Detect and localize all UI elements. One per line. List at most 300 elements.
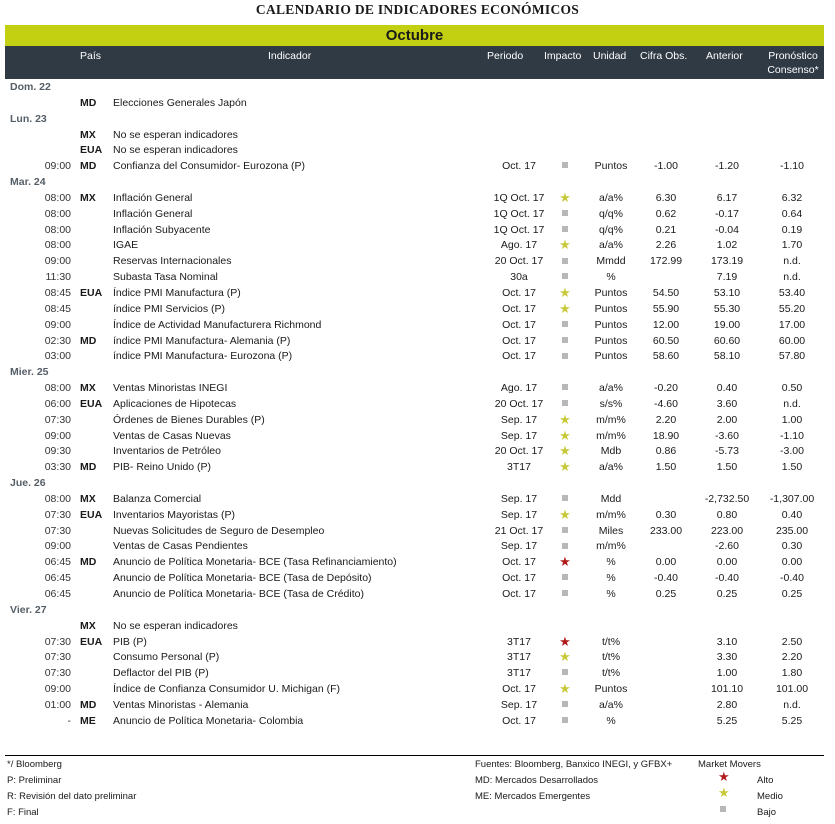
observed-cell: 233.00 — [649, 524, 683, 537]
indicator-cell: Ventas de Casas Nuevas — [113, 429, 231, 442]
observed-cell: -0.20 — [654, 382, 678, 395]
observed-cell: 0.86 — [655, 445, 677, 458]
impact-medium-star-icon: ★ — [559, 300, 571, 316]
time-cell: - — [67, 714, 71, 727]
time-cell: 08:00 — [44, 239, 71, 252]
indicator-cell: Confianza del Consumidor- Eurozona (P) — [113, 160, 306, 173]
indicator-cell: No se esperan indicadores — [113, 144, 238, 157]
period-cell: 21 Oct. 17 — [494, 524, 544, 537]
period-cell: Sep. 17 — [500, 492, 538, 505]
impact-low-square-icon — [546, 540, 584, 552]
indicator-cell: Inventarios de Petróleo — [113, 445, 221, 458]
indicator-cell: Ventas Minoristas INEGI — [113, 382, 228, 395]
country-cell: MD — [80, 698, 97, 711]
time-cell: 09:00 — [44, 540, 71, 553]
col-anterior: Anterior — [706, 50, 743, 62]
indicator-cell: índice PMI Manufactura- Alemania (P) — [113, 334, 291, 347]
period-cell: Oct. 17 — [502, 334, 536, 347]
time-cell: 07:30 — [44, 667, 71, 680]
day-header-row — [5, 175, 824, 191]
country-cell: MD — [80, 160, 97, 173]
time-cell: 08:00 — [44, 382, 71, 395]
previous-cell: -0.04 — [715, 223, 739, 236]
table-row — [5, 349, 824, 365]
impact-low-square-icon — [546, 572, 584, 584]
period-cell: Ago. 17 — [500, 382, 538, 395]
indicator-cell: Índice de Actividad Manufacturera Richmond — [113, 318, 322, 331]
consensus-cell: -0.40 — [780, 572, 804, 585]
unit-cell: t/t% — [601, 635, 621, 648]
period-cell: Sep. 17 — [500, 540, 538, 553]
consensus-cell: 101.00 — [775, 683, 809, 696]
country-cell: EUA — [80, 508, 103, 521]
country-cell: EUA — [80, 144, 103, 157]
unit-cell: Puntos — [594, 350, 628, 363]
period-cell: Oct. 17 — [502, 572, 536, 585]
observed-cell: 55.90 — [652, 302, 680, 315]
report-title: CALENDARIO DE INDICADORES ECONÓMICOS — [255, 2, 580, 17]
period-cell: 3T17 — [507, 461, 531, 474]
consensus-cell: n.d. — [783, 271, 801, 284]
time-cell: 09:30 — [44, 445, 71, 458]
impact-medium-star-icon: ★ — [559, 443, 571, 459]
unit-cell: Puntos — [594, 683, 628, 696]
time-cell: 09:00 — [44, 683, 71, 696]
table-row — [5, 698, 824, 714]
col-consenso-line2: Consenso* — [767, 64, 819, 76]
impact-medium-star-icon: ★ — [559, 459, 571, 475]
footnote-bloomberg: */ Bloomberg — [7, 759, 62, 770]
country-cell: MD — [80, 334, 97, 347]
country-cell: ME — [80, 714, 96, 727]
indicator-cell: Subasta Tasa Nominal — [113, 271, 218, 284]
unit-cell: a/a% — [599, 698, 623, 711]
previous-cell: -0.40 — [715, 572, 739, 585]
consensus-cell: 6.32 — [781, 191, 803, 204]
unit-cell: % — [606, 556, 616, 569]
indicator-cell: Inflación General — [113, 207, 193, 220]
consensus-cell: 1.80 — [781, 667, 803, 680]
table-row — [5, 191, 824, 207]
unit-cell: Puntos — [594, 302, 628, 315]
consensus-cell: 2.50 — [781, 635, 803, 648]
impact-low-square-icon — [546, 160, 584, 172]
col-periodo: Periodo — [487, 50, 524, 62]
previous-cell: -2,732.50 — [704, 492, 750, 505]
unit-cell: m/m% — [596, 413, 626, 426]
day-label: Dom. 22 — [10, 81, 51, 93]
impact-medium-star-icon: ★ — [559, 284, 571, 300]
time-cell: 08:45 — [44, 286, 71, 299]
period-cell: Sep. 17 — [500, 698, 538, 711]
period-cell: Oct. 17 — [502, 318, 536, 331]
indicator-cell: No se esperan indicadores — [113, 128, 238, 141]
unit-cell: Mmdd — [596, 255, 626, 268]
impact-medium-star-icon: ★ — [559, 189, 571, 205]
indicator-cell: Índice de Confianza Consumidor U. Michigan (F) — [113, 683, 341, 696]
previous-cell: 53.10 — [713, 286, 741, 299]
table-row — [5, 460, 824, 476]
time-cell: 06:45 — [44, 588, 71, 600]
country-cell: MD — [80, 461, 97, 474]
previous-cell: 223.00 — [710, 524, 744, 537]
observed-cell: 0.30 — [655, 508, 677, 521]
day-header-row — [5, 476, 824, 492]
indicator-cell: Anuncio de Política Monetaria- Colombia — [113, 714, 304, 727]
time-cell: 11:30 — [45, 271, 71, 284]
unit-cell: Miles — [598, 524, 624, 537]
impact-high-star-icon: ★ — [559, 633, 571, 649]
time-cell: 07:30 — [44, 651, 71, 664]
table-row — [5, 666, 824, 682]
unit-cell: Puntos — [594, 160, 628, 173]
period-cell: Oct. 17 — [502, 350, 536, 363]
table-row — [5, 302, 824, 318]
consensus-cell: 0.30 — [781, 540, 803, 553]
legend-title: Market Movers — [698, 759, 761, 770]
time-cell: 08:00 — [44, 207, 71, 220]
period-cell: Oct. 17 — [502, 714, 536, 727]
impact-medium-star-icon: ★ — [559, 237, 571, 253]
indicator-cell: Ventas Minoristas - Alemania — [113, 698, 249, 711]
unit-cell: s/s% — [599, 397, 623, 410]
observed-cell: 0.62 — [655, 207, 677, 220]
table-row — [5, 619, 824, 635]
col-pais: País — [80, 50, 102, 62]
previous-cell: 173.19 — [710, 255, 744, 268]
calendar-table-body — [5, 80, 824, 730]
observed-cell: 6.30 — [655, 191, 677, 204]
time-cell: 09:00 — [44, 318, 71, 331]
table-row — [5, 159, 824, 175]
period-cell: Oct. 17 — [502, 286, 536, 299]
unit-cell: m/m% — [596, 508, 626, 521]
country-cell: MX — [80, 128, 96, 141]
country-cell: EUA — [80, 397, 103, 410]
legend-bajo: Bajo — [757, 807, 777, 818]
impact-low-square-icon — [546, 525, 584, 537]
indicator-cell: PIB- Reino Unido (P) — [113, 461, 212, 474]
impact-medium-star-icon: ★ — [559, 649, 571, 665]
day-label: Mar. 24 — [10, 176, 46, 189]
legend-square-bajo-icon — [720, 805, 726, 816]
indicator-cell: Órdenes de Bienes Durables (P) — [113, 413, 265, 426]
previous-cell: -0.17 — [715, 207, 739, 220]
time-cell: 08:45 — [44, 302, 71, 315]
unit-cell: % — [606, 271, 616, 284]
time-cell: 07:30 — [44, 508, 71, 521]
legend-alto: Alto — [757, 775, 774, 786]
impact-low-square-icon — [546, 319, 584, 331]
indicator-cell: índice PMI Manufactura- Eurozona (P) — [113, 350, 293, 363]
observed-cell: 54.50 — [652, 286, 680, 299]
unit-cell: Mdd — [600, 492, 622, 505]
table-row — [5, 555, 824, 571]
indicator-cell: Anuncio de Política Monetaria- BCE (Tasa de Depósito) — [113, 572, 372, 585]
col-impacto: Impacto — [544, 50, 582, 62]
indicator-cell: Anuncio de Política Monetaria- BCE (Tasa Refinanciamiento) — [113, 556, 397, 569]
consensus-cell: 1.70 — [781, 239, 803, 252]
previous-cell: 0.40 — [716, 382, 738, 395]
unit-cell: t/t% — [601, 667, 621, 680]
table-row — [5, 223, 824, 239]
table-row — [5, 429, 824, 445]
country-cell: EUA — [80, 635, 103, 648]
previous-cell: 55.30 — [713, 302, 741, 315]
period-cell: Oct. 17 — [502, 302, 536, 315]
previous-cell: -5.73 — [715, 445, 739, 458]
unit-cell: m/m% — [596, 540, 626, 553]
observed-cell: 18.90 — [652, 429, 680, 442]
footnote-revision: R: Revisión del dato preliminar — [7, 791, 137, 802]
time-cell: 08:00 — [44, 191, 71, 204]
consensus-cell: 235.00 — [775, 524, 809, 537]
indicator-cell: Índice PMI Manufactura (P) — [113, 286, 241, 299]
table-row — [5, 714, 824, 730]
observed-cell: 2.20 — [655, 413, 677, 426]
previous-cell: 101.10 — [710, 683, 744, 696]
impact-low-square-icon — [546, 382, 584, 394]
time-cell: 09:00 — [44, 429, 71, 442]
time-cell: 08:00 — [44, 223, 71, 236]
table-row — [5, 571, 824, 587]
table-row — [5, 539, 824, 555]
footer-divider — [5, 755, 824, 756]
time-cell: 06:00 — [44, 397, 71, 410]
observed-cell: -1.00 — [654, 160, 678, 173]
consensus-cell: 1.00 — [781, 413, 803, 426]
country-cell: MX — [80, 382, 96, 395]
previous-cell: 0.25 — [716, 588, 738, 600]
unit-cell: a/a% — [599, 382, 623, 395]
country-cell: MX — [80, 191, 96, 204]
period-cell: 1Q Oct. 17 — [493, 223, 545, 236]
footnote-md: MD: Mercados Desarrollados — [475, 775, 599, 786]
table-row — [5, 318, 824, 334]
table-row — [5, 334, 824, 350]
indicator-cell: índice PMI Servicios (P) — [113, 302, 226, 315]
period-cell: 3T17 — [507, 635, 531, 648]
period-cell: Oct. 17 — [502, 588, 536, 600]
observed-cell: 172.99 — [649, 255, 683, 268]
observed-cell: 0.00 — [655, 556, 677, 569]
previous-cell: 5.25 — [716, 714, 738, 727]
observed-cell: 0.25 — [655, 588, 677, 600]
legend-star-alto-icon: ★ — [718, 769, 730, 784]
impact-low-square-icon — [546, 699, 584, 711]
previous-cell: 3.60 — [716, 397, 738, 410]
observed-cell: -0.40 — [654, 572, 678, 585]
table-row — [5, 270, 824, 286]
table-row — [5, 413, 824, 429]
consensus-cell: 1.50 — [781, 461, 803, 474]
unit-cell: t/t% — [601, 651, 621, 664]
previous-cell: 0.80 — [716, 508, 738, 521]
unit-cell: % — [606, 714, 616, 727]
table-row — [5, 381, 824, 397]
time-cell: 08:00 — [44, 492, 71, 505]
consensus-cell: 0.64 — [781, 207, 803, 220]
previous-cell: 19.00 — [713, 318, 741, 331]
day-header-row — [5, 603, 824, 619]
indicator-cell: Ventas de Casas Pendientes — [113, 540, 248, 553]
table-row — [5, 524, 824, 540]
observed-cell: 2.26 — [655, 239, 677, 252]
previous-cell: 0.00 — [716, 556, 738, 569]
indicator-cell: Anuncio de Política Monetaria- BCE (Tasa de Crédito) — [113, 588, 364, 600]
table-row — [5, 254, 824, 270]
period-cell: 20 Oct. 17 — [494, 445, 544, 458]
time-cell: 09:00 — [44, 160, 71, 173]
previous-cell: -2.60 — [715, 540, 739, 553]
previous-cell: 1.02 — [716, 239, 738, 252]
table-row — [5, 444, 824, 460]
table-header — [5, 46, 824, 79]
consensus-cell: n.d. — [783, 397, 801, 410]
unit-cell: Mdb — [600, 445, 622, 458]
col-obs: Cifra Obs. — [640, 50, 688, 62]
indicator-cell: Inventarios Mayoristas (P) — [113, 508, 235, 521]
observed-cell: 60.50 — [652, 334, 680, 347]
col-unidad: Unidad — [593, 50, 627, 62]
impact-high-star-icon: ★ — [559, 554, 571, 570]
consensus-cell: -3.00 — [780, 445, 804, 458]
day-header-row — [5, 112, 824, 128]
consensus-cell: 17.00 — [778, 318, 806, 331]
previous-cell: 1.50 — [716, 461, 738, 474]
previous-cell: 3.10 — [716, 635, 738, 648]
consensus-cell: 5.25 — [781, 714, 803, 727]
period-cell: Sep. 17 — [500, 413, 538, 426]
table-row — [5, 96, 824, 112]
period-cell: Sep. 17 — [500, 508, 538, 521]
consensus-cell: 0.40 — [781, 508, 803, 521]
footnote-final: F: Final — [7, 807, 39, 818]
impact-low-square-icon — [546, 255, 584, 267]
indicator-cell: Balanza Comercial — [113, 492, 202, 505]
table-row — [5, 635, 824, 651]
col-indicador: Indicador — [268, 50, 312, 62]
consensus-cell: -1,307.00 — [769, 492, 815, 505]
table-row — [5, 492, 824, 508]
impact-medium-star-icon: ★ — [559, 681, 571, 697]
consensus-cell: 0.19 — [781, 223, 803, 236]
previous-cell: -3.60 — [715, 429, 739, 442]
observed-cell: 12.00 — [652, 318, 680, 331]
consensus-cell: 0.25 — [781, 588, 803, 600]
footnote-sources: Fuentes: Bloomberg, Banxico INEGI, y GFBX+ — [475, 759, 673, 770]
unit-cell: % — [606, 572, 616, 585]
indicator-cell: Aplicaciones de Hipotecas — [113, 397, 237, 410]
impact-medium-star-icon: ★ — [559, 411, 571, 427]
consensus-cell: 0.50 — [781, 382, 803, 395]
period-cell: 3T17 — [507, 667, 531, 680]
period-cell: Oct. 17 — [502, 683, 536, 696]
time-cell: 07:30 — [44, 524, 71, 537]
period-cell: 3T17 — [507, 651, 531, 664]
country-cell: MX — [80, 619, 96, 632]
previous-cell: 3.30 — [716, 651, 738, 664]
previous-cell: -1.20 — [715, 160, 739, 173]
country-cell: MD — [80, 96, 97, 109]
col-consenso — [763, 49, 823, 77]
time-cell: 03:00 — [44, 350, 71, 363]
footnote-me: ME: Mercados Emergentes — [475, 791, 591, 802]
consensus-cell: 57.80 — [778, 350, 806, 363]
time-cell: 09:00 — [44, 255, 71, 268]
observed-cell: -4.60 — [654, 397, 678, 410]
consensus-cell: 55.20 — [778, 302, 806, 315]
unit-cell: a/a% — [599, 239, 623, 252]
impact-low-square-icon — [546, 588, 584, 600]
observed-cell: 0.21 — [655, 223, 677, 236]
time-cell: 01:00 — [44, 698, 71, 711]
time-cell: 03:30 — [44, 461, 71, 474]
impact-low-square-icon — [546, 271, 584, 283]
period-cell: 1Q Oct. 17 — [493, 207, 545, 220]
legend-medio: Medio — [757, 791, 783, 802]
time-cell: 07:30 — [44, 413, 71, 426]
unit-cell: Puntos — [594, 334, 628, 347]
impact-low-square-icon — [546, 398, 584, 410]
impact-low-square-icon — [546, 493, 584, 505]
time-cell: 02:30 — [44, 334, 71, 347]
period-cell: Oct. 17 — [502, 160, 536, 173]
period-cell: Oct. 17 — [502, 556, 536, 569]
previous-cell: 7.19 — [716, 271, 738, 284]
period-cell: 30a — [510, 271, 528, 284]
table-row — [5, 143, 824, 159]
period-cell: 20 Oct. 17 — [494, 397, 544, 410]
previous-cell: 2.00 — [716, 413, 738, 426]
indicator-cell: PIB (P) — [113, 635, 147, 648]
period-cell: 1Q Oct. 17 — [493, 191, 545, 204]
impact-low-square-icon — [546, 224, 584, 236]
indicator-cell: Nuevas Solicitudes de Seguro de Desempleo — [113, 524, 325, 537]
previous-cell: 60.60 — [713, 334, 741, 347]
indicator-cell: No se esperan indicadores — [113, 619, 238, 632]
observed-cell: 58.60 — [652, 350, 680, 363]
month-banner: Octubre — [5, 25, 824, 46]
consensus-cell: 60.00 — [778, 334, 806, 347]
day-header-row — [5, 80, 824, 96]
table-row — [5, 587, 824, 603]
impact-medium-star-icon: ★ — [559, 506, 571, 522]
impact-low-square-icon — [546, 335, 584, 347]
table-row — [5, 286, 824, 302]
unit-cell: m/m% — [596, 429, 626, 442]
indicator-cell: IGAE — [113, 239, 139, 252]
consensus-cell: 2.20 — [781, 651, 803, 664]
consensus-cell: n.d. — [783, 255, 801, 268]
time-cell: 06:45 — [44, 572, 71, 585]
previous-cell: 2.80 — [716, 698, 738, 711]
unit-cell: % — [606, 588, 616, 600]
table-row — [5, 508, 824, 524]
period-cell: Sep. 17 — [500, 429, 538, 442]
indicator-cell: Inflación Subyacente — [113, 223, 211, 236]
day-header-row — [5, 365, 824, 381]
period-cell: 20 Oct. 17 — [494, 255, 544, 268]
previous-cell: 1.00 — [716, 667, 738, 680]
footnote-preliminar: P: Preliminar — [7, 775, 62, 786]
day-label: Mier. 25 — [10, 366, 49, 379]
legend-star-medio-icon: ★ — [718, 785, 730, 800]
previous-cell: 58.10 — [713, 350, 741, 363]
consensus-cell: -1.10 — [780, 160, 804, 173]
day-label: Vier. 27 — [10, 603, 47, 616]
impact-low-square-icon — [546, 350, 584, 362]
